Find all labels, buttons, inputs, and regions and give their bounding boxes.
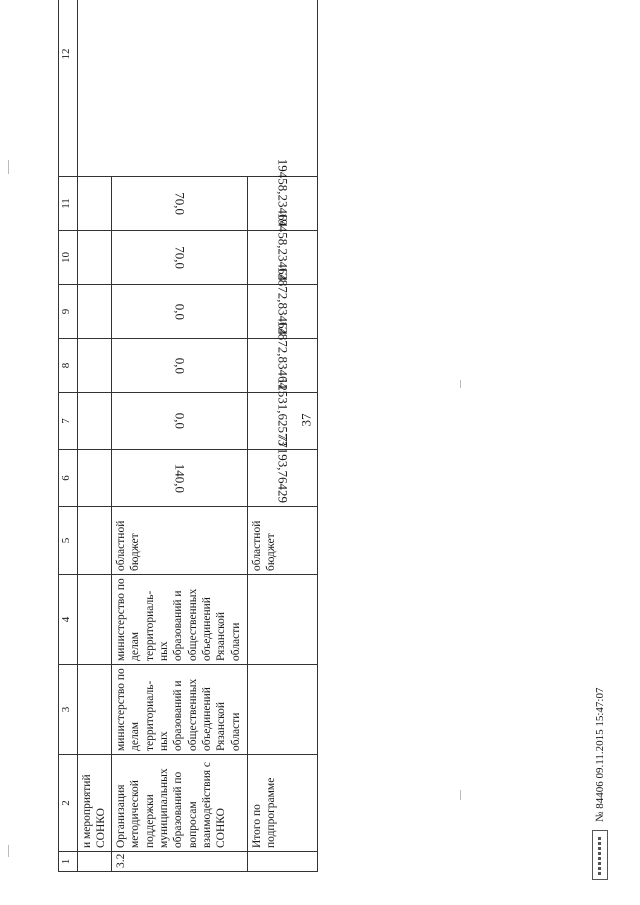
col-header: 4 <box>59 575 78 665</box>
total-col7: 12531,62573 <box>275 377 291 446</box>
funding-source: областной бюджет <box>111 507 247 575</box>
stamp-logo-icon <box>592 830 608 880</box>
continuation-row <box>78 0 112 872</box>
value-col10: 70,0 <box>172 246 188 269</box>
col-header: 7 <box>59 393 78 450</box>
total-col10: 19458,23464 <box>275 212 291 281</box>
total-col9: 12872,83464 <box>275 266 291 335</box>
value-col11: 70,0 <box>172 192 188 215</box>
col-header: 6 <box>59 450 78 507</box>
total-label: Итого по подпрограмме <box>247 755 317 852</box>
total-col8: 12872,83464 <box>275 320 291 389</box>
col-header: 9 <box>59 285 78 339</box>
col-header: 10 <box>59 231 78 285</box>
col-header: 5 <box>59 507 78 575</box>
continuation-text: и мероприятий СОНКО <box>78 755 112 852</box>
total-source: областной бюджет <box>247 507 317 575</box>
value-col8: 0,0 <box>172 357 188 374</box>
total-col11: 19458,23464 <box>275 158 291 227</box>
coexecutor: министерство по делам территориаль-ных образований и общественных объединений Рязанской области <box>111 575 247 665</box>
col-header: 8 <box>59 339 78 393</box>
page-number: 37 <box>298 413 314 427</box>
col-header: 3 <box>59 665 78 755</box>
value-col9: 0,0 <box>172 303 188 320</box>
activity-name: Организация методической поддержки муниципальных образований по вопросам взаимодействия с СОНКО <box>111 755 247 852</box>
total-col6: 77193,76429 <box>275 434 291 503</box>
col-header: 11 <box>59 177 78 231</box>
value-col6: 140,0 <box>172 463 188 493</box>
rotated-table <box>58 32 330 872</box>
document-stamp <box>592 600 612 880</box>
col-header: 2 <box>59 755 78 852</box>
row-number: 3.2 <box>111 852 247 872</box>
executor: министерство по делам территориаль-ных образований и общественных объединений Рязанской области <box>111 665 247 755</box>
col-header: 1 <box>59 852 78 872</box>
value-col7: 0,0 <box>172 412 188 430</box>
col-header: 12 <box>59 0 78 177</box>
header-row <box>59 0 78 872</box>
col12-cell <box>78 0 318 177</box>
stamp-text: № 84406 09.11.2015 15:47:07 <box>594 687 606 822</box>
program-table <box>58 0 318 872</box>
